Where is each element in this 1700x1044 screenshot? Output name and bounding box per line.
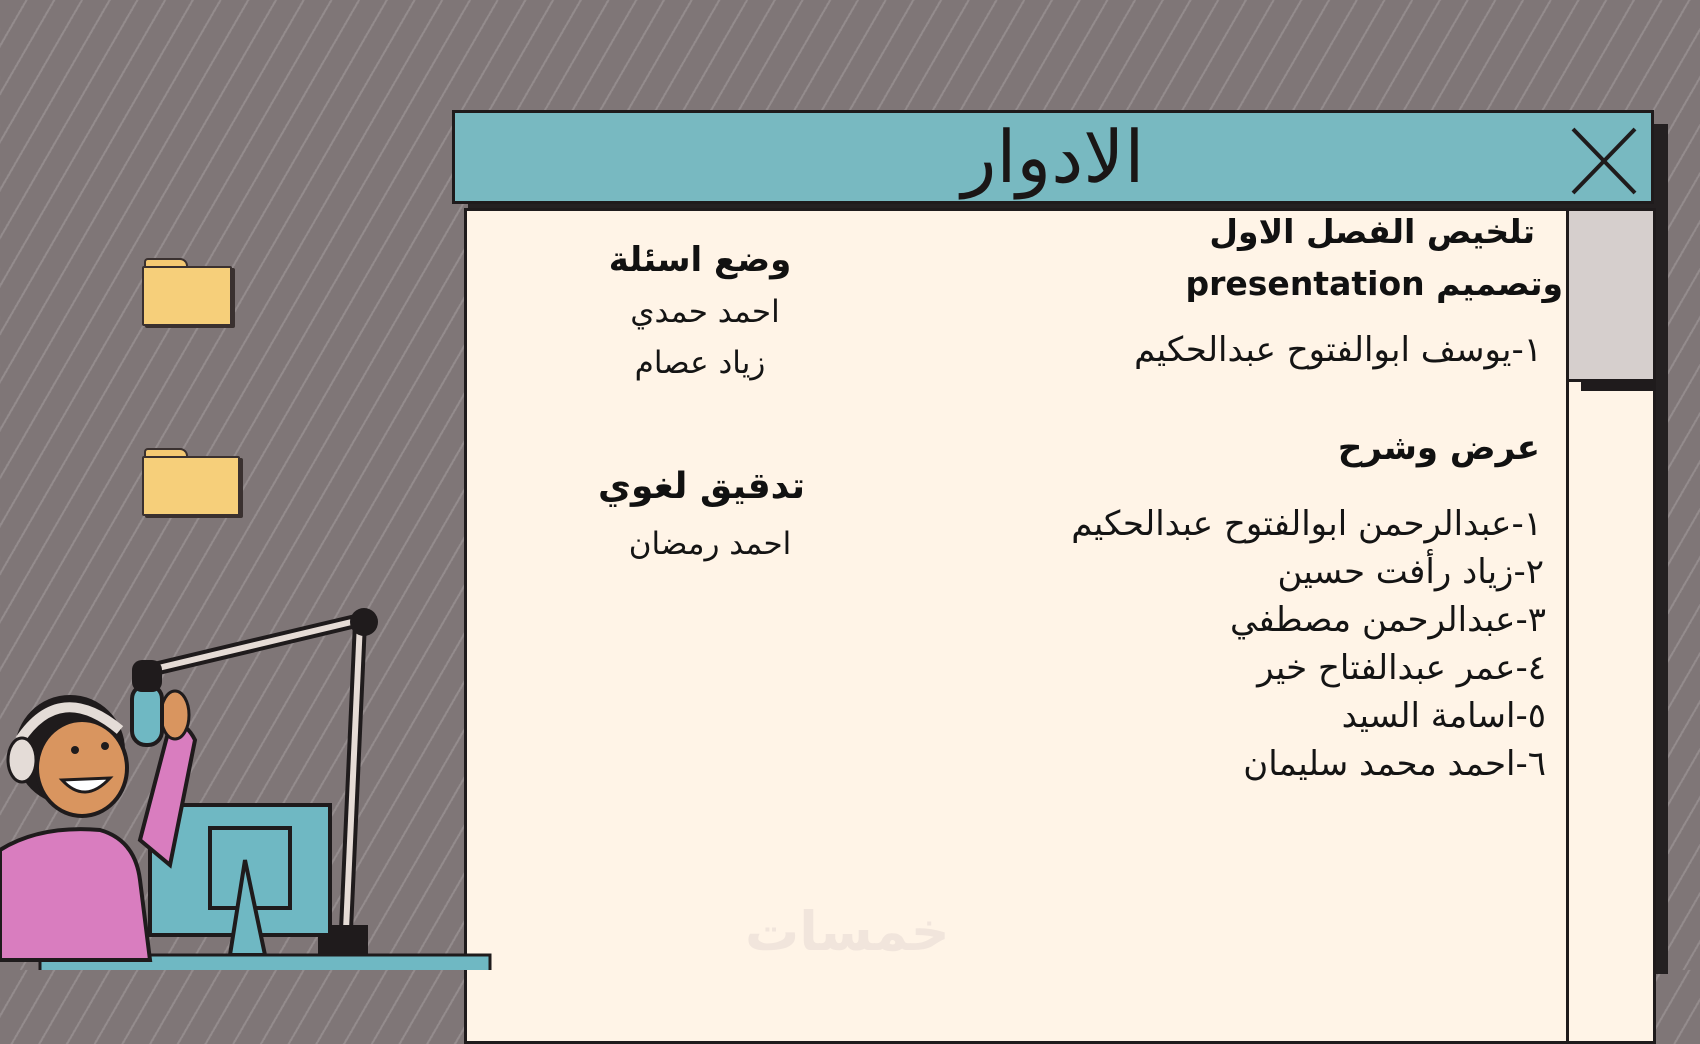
folder-icon[interactable]	[142, 448, 232, 516]
scrollbar-track[interactable]	[1566, 208, 1656, 1044]
section-heading-questions: وضع اسئلة	[608, 240, 792, 280]
list-item: ١-يوسف ابوالفتوح عبدالحكيم	[1134, 330, 1542, 370]
list-item: زياد عصام	[634, 345, 766, 381]
close-x-icon	[1569, 125, 1639, 197]
watermark: خمسات	[745, 900, 950, 963]
scrollbar-thumb[interactable]	[1569, 211, 1653, 382]
podcaster-illustration	[0, 600, 500, 970]
close-button[interactable]	[1569, 125, 1639, 197]
list-item: ٦-احمد محمد سليمان	[1243, 744, 1546, 784]
list-item: ٣-عبدالرحمن مصطفي	[1230, 600, 1546, 640]
list-item: ٢-زياد رأفت حسين	[1277, 552, 1544, 592]
section-heading-design: وتصميم presentation	[1185, 264, 1563, 303]
list-item: احمد حمدي	[630, 294, 780, 330]
list-item: ٤-عمر عبدالفتاح خير	[1257, 648, 1546, 688]
section-heading-presentation: عرض وشرح	[1337, 428, 1540, 468]
section-heading-summary: تلخيص الفصل الاول	[1209, 212, 1535, 251]
scrollbar-divider	[1581, 379, 1653, 391]
section-heading-proofreading: تدقيق لغوي	[598, 466, 805, 507]
list-item: احمد رمضان	[628, 526, 792, 562]
list-item: ٥-اسامة السيد	[1341, 696, 1546, 736]
list-item: ١-عبدالرحمن ابوالفتوح عبدالحكيم	[1071, 504, 1542, 544]
folder-icon[interactable]	[142, 258, 232, 326]
window-title: الادوار	[961, 115, 1145, 199]
window-titlebar	[452, 110, 1654, 204]
